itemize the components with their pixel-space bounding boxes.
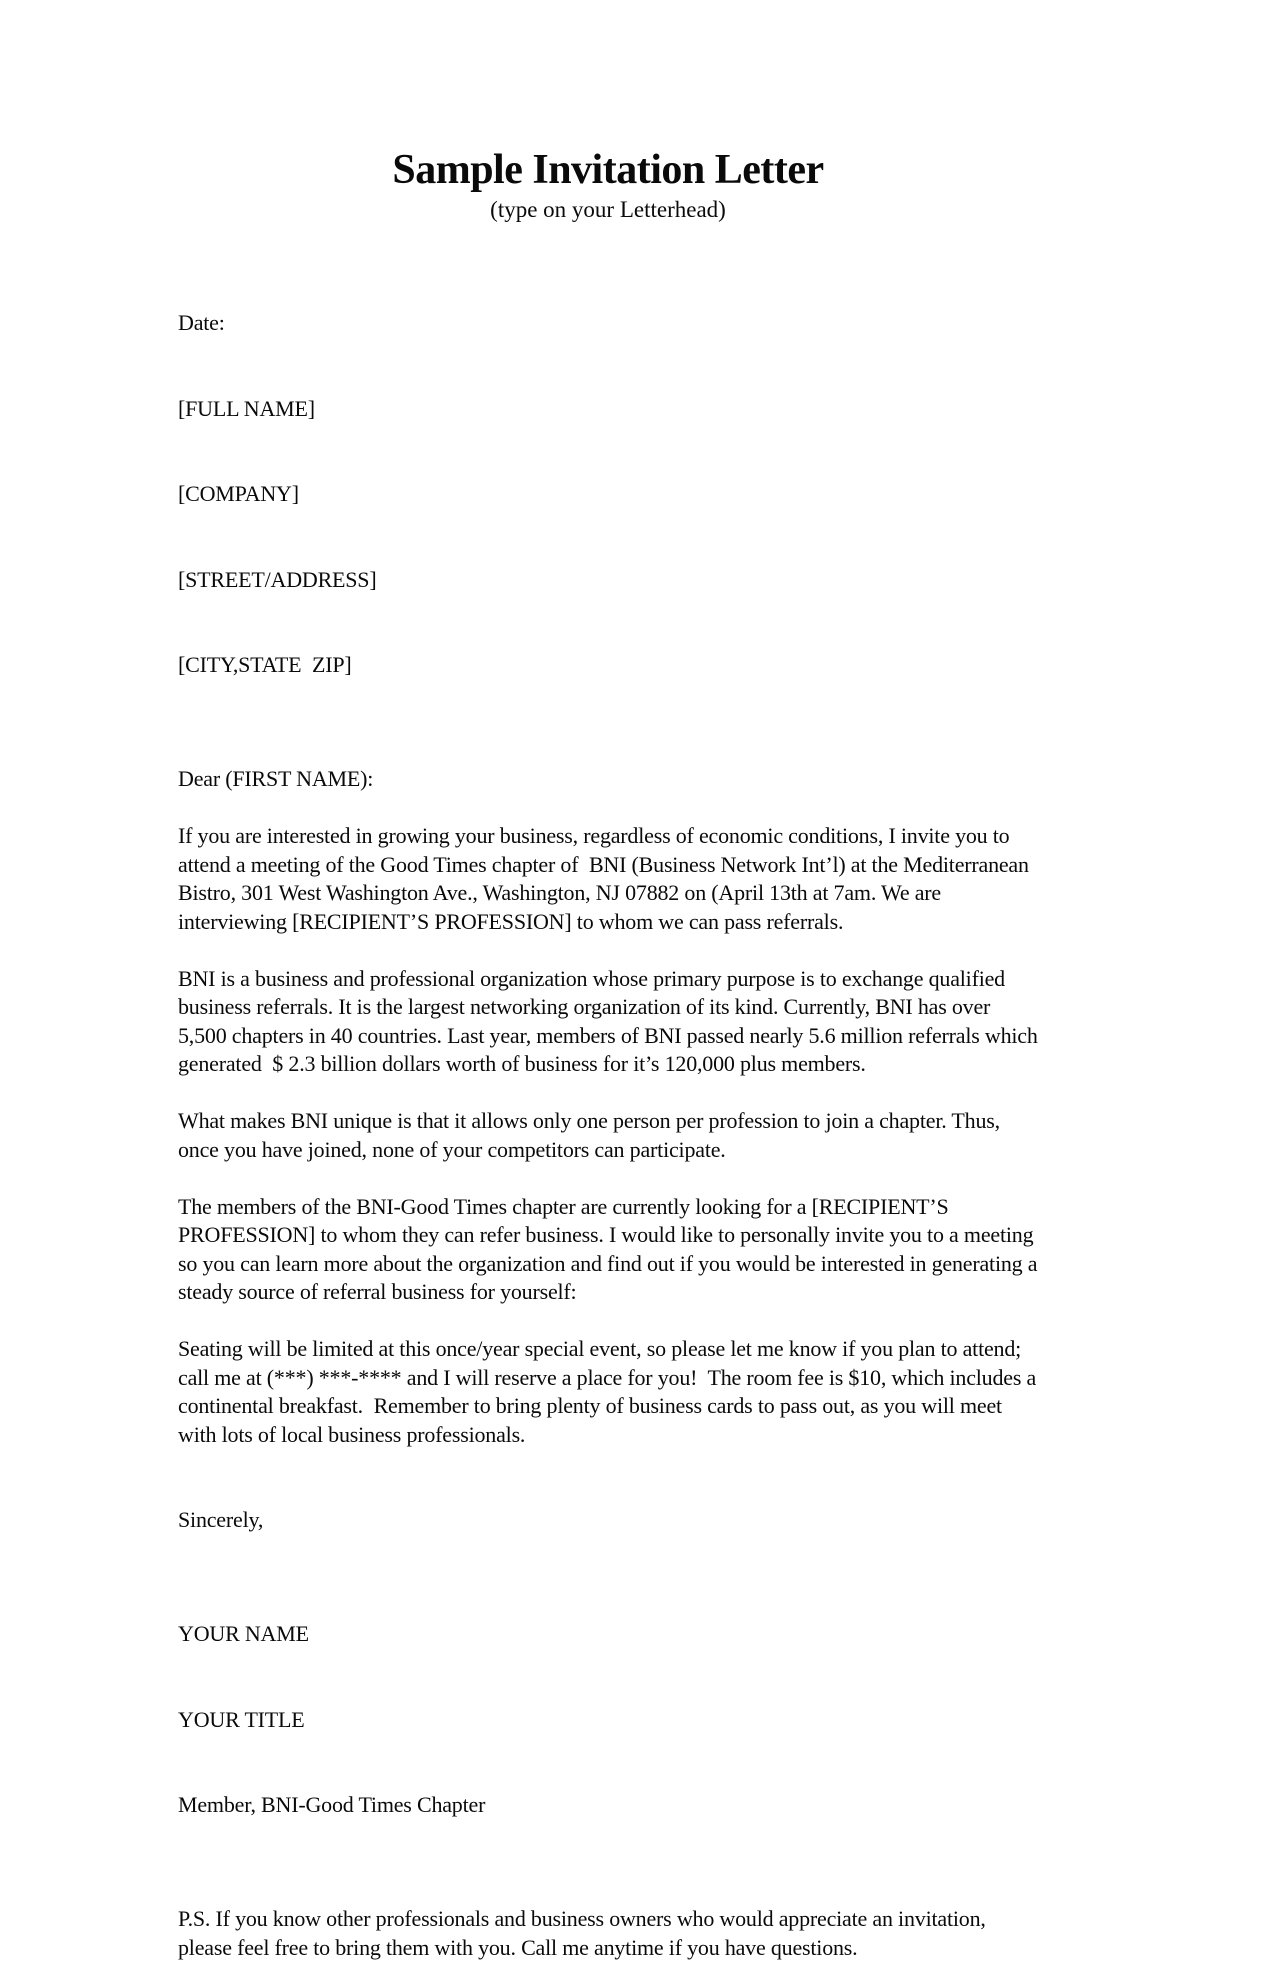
recipient-street-line: [STREET/ADDRESS] xyxy=(178,566,377,592)
signature-block xyxy=(178,1563,1038,1877)
letter-title: Sample Invitation Letter xyxy=(392,147,824,193)
body-paragraph-chapter-looking: The members of the BNI-Good Times chapter are currently looking for a [RECIPIENT’S PROFESSION] to whom they can refer business. I would like to personally invite you to a meeting so you can learn more about the organization and find out if you would be interested in generating a steady source of referral business for yourself: xyxy=(178,1193,1043,1304)
body-paragraph-about-bni: BNI is a business and professional organization whose primary purpose is to exchange qualified business referrals. It is the largest networking organization of its kind. Currently, BNI has over 5,500 chapters in 40 countries. Last year, members of BNI passed nearly 5.6 million referrals which generated $ 2.3 billion dollars worth of business for it’s 120,000 plus members. xyxy=(178,965,1043,1076)
recipient-address-block xyxy=(178,252,1038,737)
signature-title: YOUR TITLE xyxy=(178,1706,305,1732)
body-paragraph-uniqueness: What makes BNI unique is that it allows only one person per profession to join a chapter. Thus, once you have joined, none of your competitors can participate. xyxy=(178,1108,1006,1162)
body-paragraph-invitation: If you are interested in growing your business, regardless of economic conditions, I invite you to attend a meeting of the Good Times chapter of BNI (Business Network Int’l) at the Mediterranean Bistro, 301 West Washington Ave., Washington, NJ 07882 on (April 13th at 7am. We are interviewing [RECIPIENT’S PROFESSION] to whom we can pass referrals. xyxy=(178,823,1035,934)
signature-chapter: Member, BNI-Good Times Chapter xyxy=(178,1792,486,1817)
closing-salutation: Sincerely, xyxy=(178,1507,264,1532)
body-paragraph-seating: Seating will be limited at this once/year special event, so please let me know if you plan to attend; call me at (***) ***-**** and I will reserve a place for you! The room fee is $10, which includes a continental breakfast. Remember to bring plenty of business cards to pass out, as you will meet with lots of local business professionals. xyxy=(178,1336,1042,1447)
recipient-city-state-zip-line: [CITY,STATE ZIP] xyxy=(178,652,352,677)
salutation: Dear (FIRST NAME): xyxy=(178,766,374,791)
date-line: Date: xyxy=(178,310,225,335)
recipient-company-line: [COMPANY] xyxy=(178,481,299,506)
postscript: P.S. If you know other professionals and business owners who would appreciate an invitation, please feel free to bring them with you. Call me anytime if you have questions. xyxy=(178,1906,991,1960)
signature-name: YOUR NAME xyxy=(178,1621,309,1646)
recipient-name-line: [FULL NAME] xyxy=(178,395,315,421)
letter-subtitle: (type on your Letterhead) xyxy=(490,197,726,222)
